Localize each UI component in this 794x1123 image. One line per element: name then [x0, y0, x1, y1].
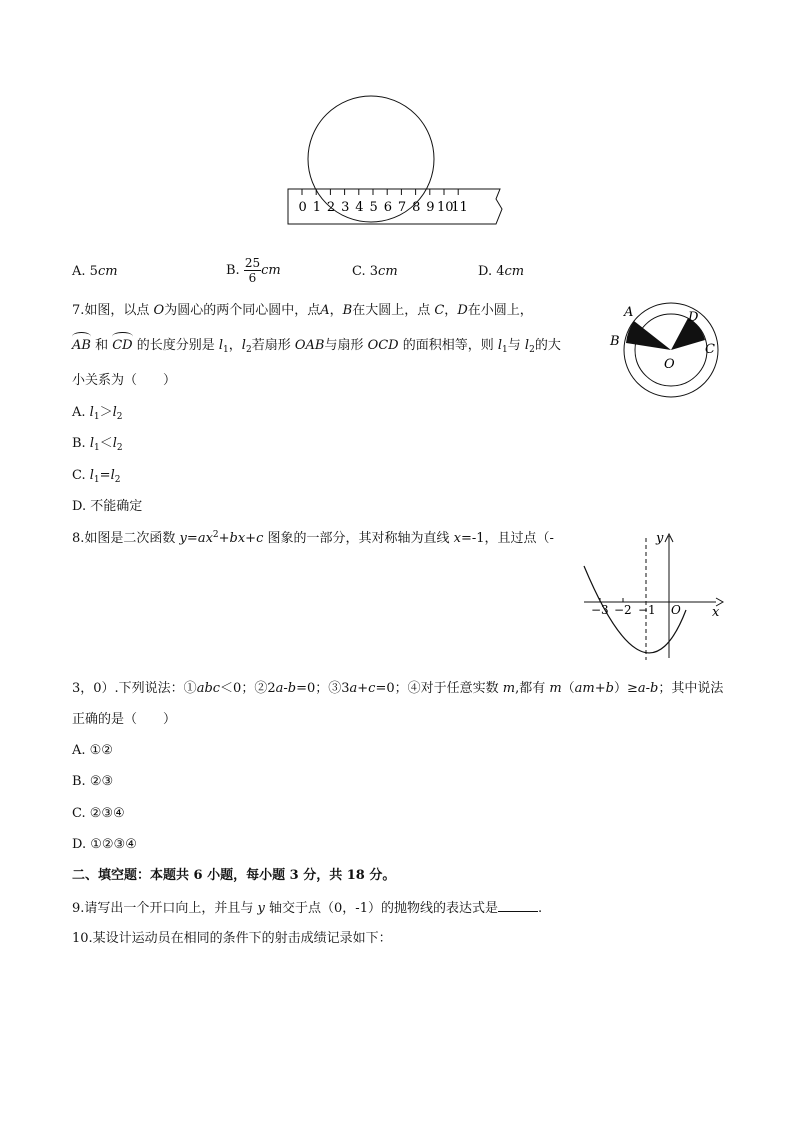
- q7-option-a: A. $l_1>l_2$: [72, 405, 123, 422]
- ruler-circle-figure: [280, 95, 510, 230]
- tick-label-neg3: −3: [591, 603, 609, 617]
- answer-blank[interactable]: [498, 899, 538, 912]
- tick-label-neg1: −1: [638, 603, 656, 617]
- x-axis-label: x: [712, 605, 720, 620]
- ruler-tick-label: 5: [369, 200, 378, 215]
- q7-option-c: C. $l_1=l_2$: [72, 468, 121, 485]
- ruler-tick-label: 7: [397, 200, 407, 215]
- q7-stem-line1: 7.如图，以点 O为圆心的两个同心圆中，点A，B在大圆上，点 C，D在小圆上，: [72, 303, 533, 318]
- ruler-tick-label: 2: [326, 200, 336, 215]
- q9-stem: 9.请写出一个开口向上，并且与 y 轴交于点（0，-1）的抛物线的表达式是 .: [72, 901, 543, 916]
- section-heading-fill-in: 二、填空题：本题共 6 小题，每小题 3 分，共 18 分。: [72, 868, 396, 883]
- label-o: O: [664, 357, 675, 372]
- q7-stem-line2: AB 和 CD 的长度分别是 $l_1$，$l_2$若扇形 OAB与扇形 OCD 的面积相等，则 $l_1$与 $l_2$的大: [72, 338, 561, 355]
- ruler-tick-label: 11: [451, 200, 468, 215]
- q10-stem: 10.某设计运动员在相同的条件下的射击成绩记录如下：: [72, 931, 392, 946]
- label-d: D: [688, 310, 699, 325]
- q8-option-a: A. ①②: [72, 743, 113, 758]
- q7-stem-line3: 小关系为（ ）: [72, 373, 177, 388]
- sector-oab: [626, 321, 671, 350]
- q6-option-a: A. 5cm: [72, 264, 118, 279]
- fraction-25-6: $\frac{25}{6}$: [244, 256, 261, 285]
- parabola-figure: [576, 528, 726, 673]
- label-a: A: [624, 305, 634, 320]
- ruler-tick-label: 4: [355, 200, 364, 215]
- q8-option-c: C. ②③④: [72, 806, 125, 821]
- q8-stem-line1: 8.如图是二次函数 $y=ax^2+bx+c$ 图象的一部分，其对称轴为直线 x=-1，且过点（-: [72, 530, 554, 546]
- q6-option-d: D. 4cm: [478, 264, 525, 279]
- label-c: C: [705, 342, 715, 357]
- q8-stem-line3: 正确的是（ ）: [72, 712, 177, 727]
- ruler-tick-label: 8: [412, 200, 421, 215]
- ruler-tick-label: 6: [383, 200, 392, 215]
- tick-label-neg2: −2: [614, 603, 632, 617]
- label-b: B: [610, 334, 620, 349]
- ruler-tick-label: 0: [298, 200, 307, 215]
- y-axis-label: y: [656, 531, 664, 546]
- q8-stem-line2: 3，0）.下列说法：①abc＜0；②2a-b=0；③3a+c=0；④对于任意实数 m,都有 m（am+b）≥a-b；其中说法: [72, 681, 724, 696]
- q8-option-b: B. ②③: [72, 774, 114, 789]
- q6-option-c: C. 3cm: [352, 264, 398, 279]
- ruler-tick-label: 9: [426, 200, 435, 215]
- q6-option-b: B. $\frac{25}{6}$ cm: [226, 256, 281, 285]
- concentric-circles-figure: [606, 300, 726, 400]
- ruler-tick-label: 1: [312, 200, 321, 215]
- arc-cd: CD: [112, 338, 133, 353]
- ruler-tick-label: 3: [341, 200, 350, 215]
- q7-option-d: D. 不能确定: [72, 499, 143, 514]
- q8-option-d: D. ①②③④: [72, 837, 137, 852]
- origin-label: O: [671, 603, 681, 617]
- ruler-ticks: [299, 189, 468, 215]
- arc-ab: AB: [72, 338, 91, 353]
- q7-option-b: B. $l_1<l_2$: [72, 436, 123, 453]
- ruler-tick-label: 10: [437, 200, 454, 215]
